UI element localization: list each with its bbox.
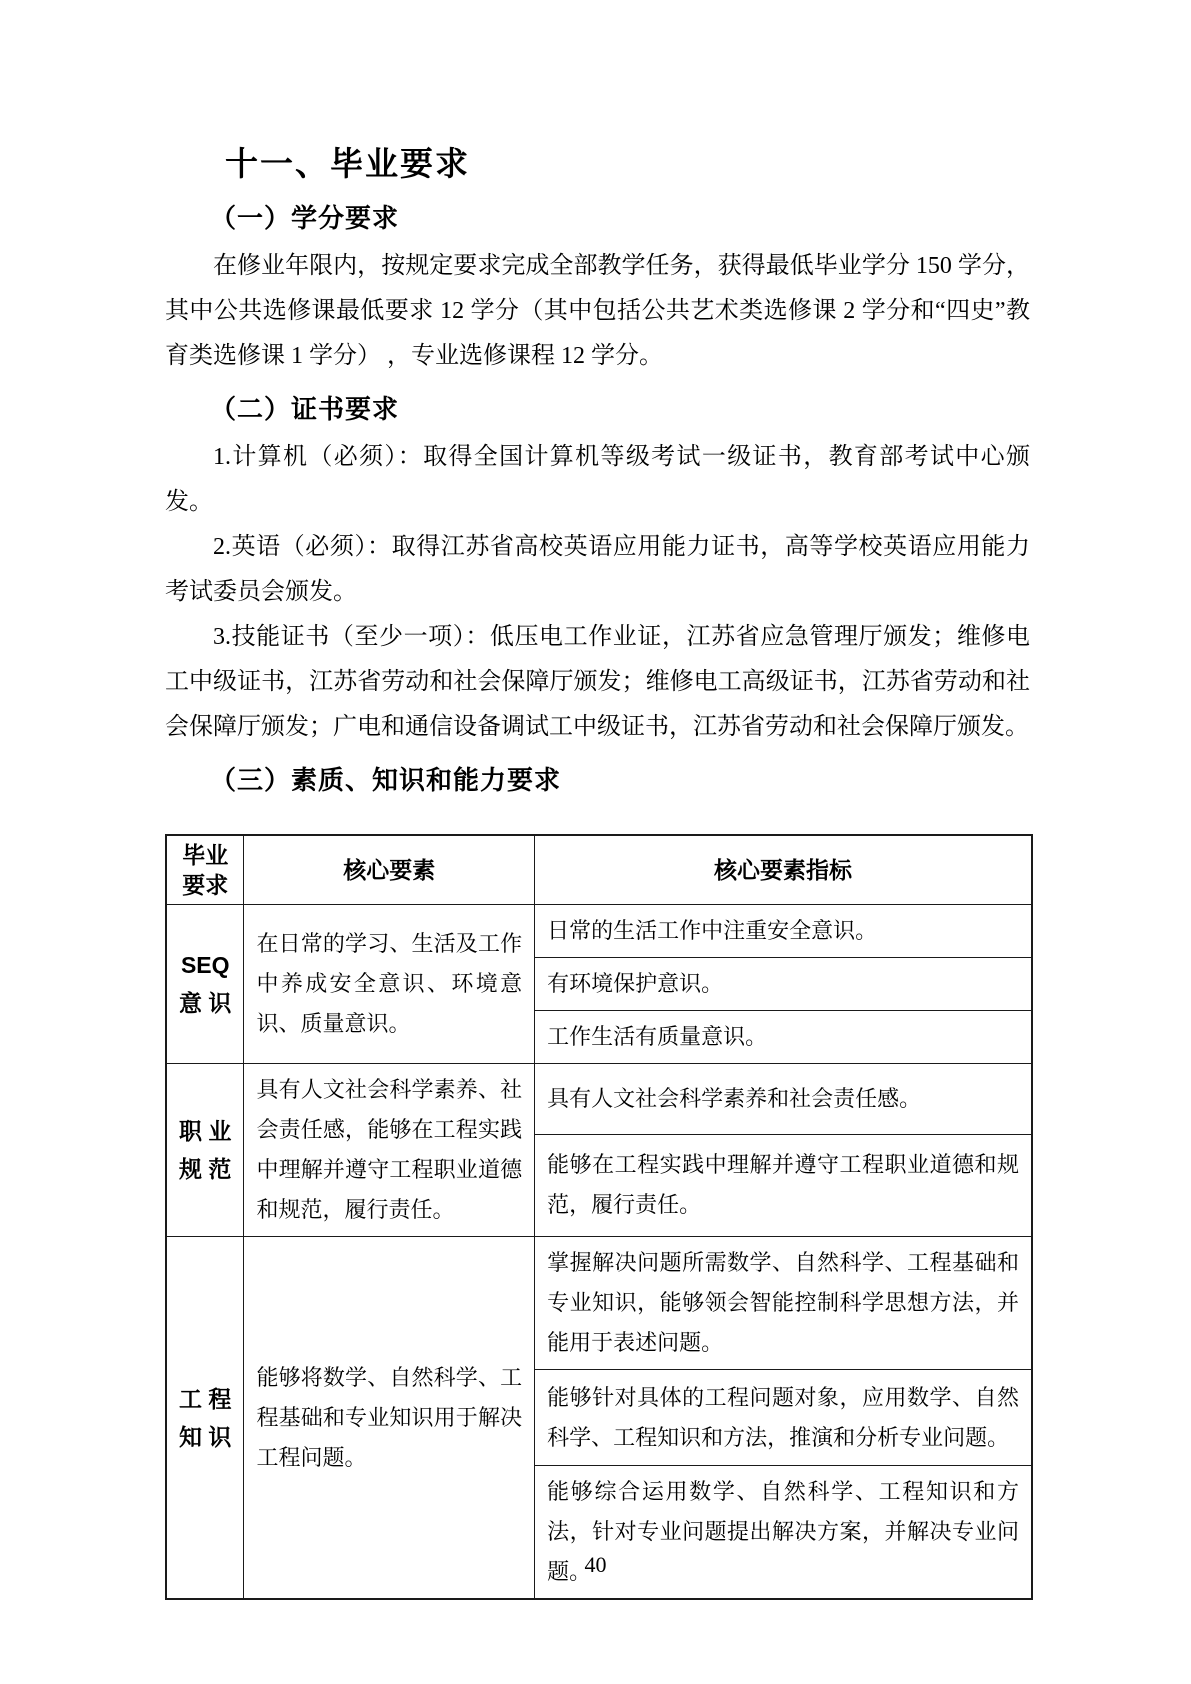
indicator-cell: 能够在工程实践中理解并遵守工程职业道德和规范，履行责任。 — [535, 1134, 1032, 1236]
table-row — [166, 905, 1032, 958]
section-heading-quality: （三）素质、知识和能力要求 — [210, 765, 562, 795]
indicator-cell: 有环境保护意识。 — [535, 958, 1032, 1011]
certificate-item-computer: 1.计算机（必须）：取得全国计算机等级考试一级证书，教育部考试中心颁发。 — [165, 444, 1030, 515]
indicator-cell: 日常的生活工作中注重安全意识。 — [535, 905, 1032, 958]
table-row — [166, 1064, 1032, 1135]
section-heading-certificate: （二）证书要求 — [210, 394, 400, 424]
core-element-engineering: 能够将数学、自然科学、工程基础和专业知识用于解决工程问题。 — [244, 1237, 535, 1600]
indicator-cell: 能够针对具体的工程问题对象，应用数学、自然科学、工程知识和方法，推演和分析专业问题。 — [535, 1370, 1032, 1466]
page-number: 40 — [584, 1552, 607, 1577]
requirement-professional-norms: 职 业 规 范 — [166, 1064, 244, 1237]
indicator-cell: 工作生活有质量意识。 — [535, 1011, 1032, 1064]
page-content — [165, 142, 1030, 1600]
header-core-element: 核心要素 — [244, 835, 535, 905]
certificate-item-english: 2.英语（必须）：取得江苏省高校英语应用能力证书，高等学校英语应用能力考试委员会颁发。 — [165, 534, 1030, 605]
core-element-seq: 在日常的学习、生活及工作中养成安全意识、环境意识、质量意识。 — [244, 905, 535, 1064]
header-graduation-requirement: 毕业 要求 — [166, 835, 244, 905]
page-title: 十一、毕业要求 — [225, 145, 470, 182]
table-row — [166, 1237, 1032, 1370]
header-core-element-indicator: 核心要素指标 — [535, 835, 1032, 905]
requirement-seq-awareness: SEQ 意 识 — [166, 905, 244, 1064]
requirement-engineering-knowledge: 工 程 知 识 — [166, 1237, 244, 1600]
requirements-table — [165, 834, 1033, 1600]
core-element-norms: 具有人文社会科学素养、社会责任感，能够在工程实践中理解并遵守工程职业道德和规范，履行责任。 — [244, 1064, 535, 1237]
indicator-cell: 具有人文社会科学素养和社会责任感。 — [535, 1064, 1032, 1135]
credit-paragraph: 在修业年限内，按规定要求完成全部教学任务，获得最低毕业学分 150 学分，其中公共选修课最低要求 12 学分（其中包括公共艺术类选修课 2 学分和“四史”教育类选修课 1 学分） ，专业选修课程 12 学分。 — [165, 253, 1030, 369]
indicator-cell: 能够综合运用数学、自然科学、工程知识和方法，针对专业问题提出解决方案，并解决专业问题。 — [535, 1466, 1032, 1600]
indicator-cell: 掌握解决问题所需数学、自然科学、工程基础和专业知识，能够领会智能控制科学思想方法，并能用于表述问题。 — [535, 1237, 1032, 1370]
table-header-row — [166, 835, 1032, 905]
section-heading-credit: （一）学分要求 — [210, 203, 400, 233]
certificate-item-skill: 3.技能证书（至少一项）：低压电工作业证，江苏省应急管理厅颁发；维修电工中级证书，江苏省劳动和社会保障厅颁发；维修电工高级证书，江苏省劳动和社会保障厅颁发；广电和通信设备调试工中级证书，江苏省劳动和社会保障厅颁发。 — [165, 624, 1030, 740]
